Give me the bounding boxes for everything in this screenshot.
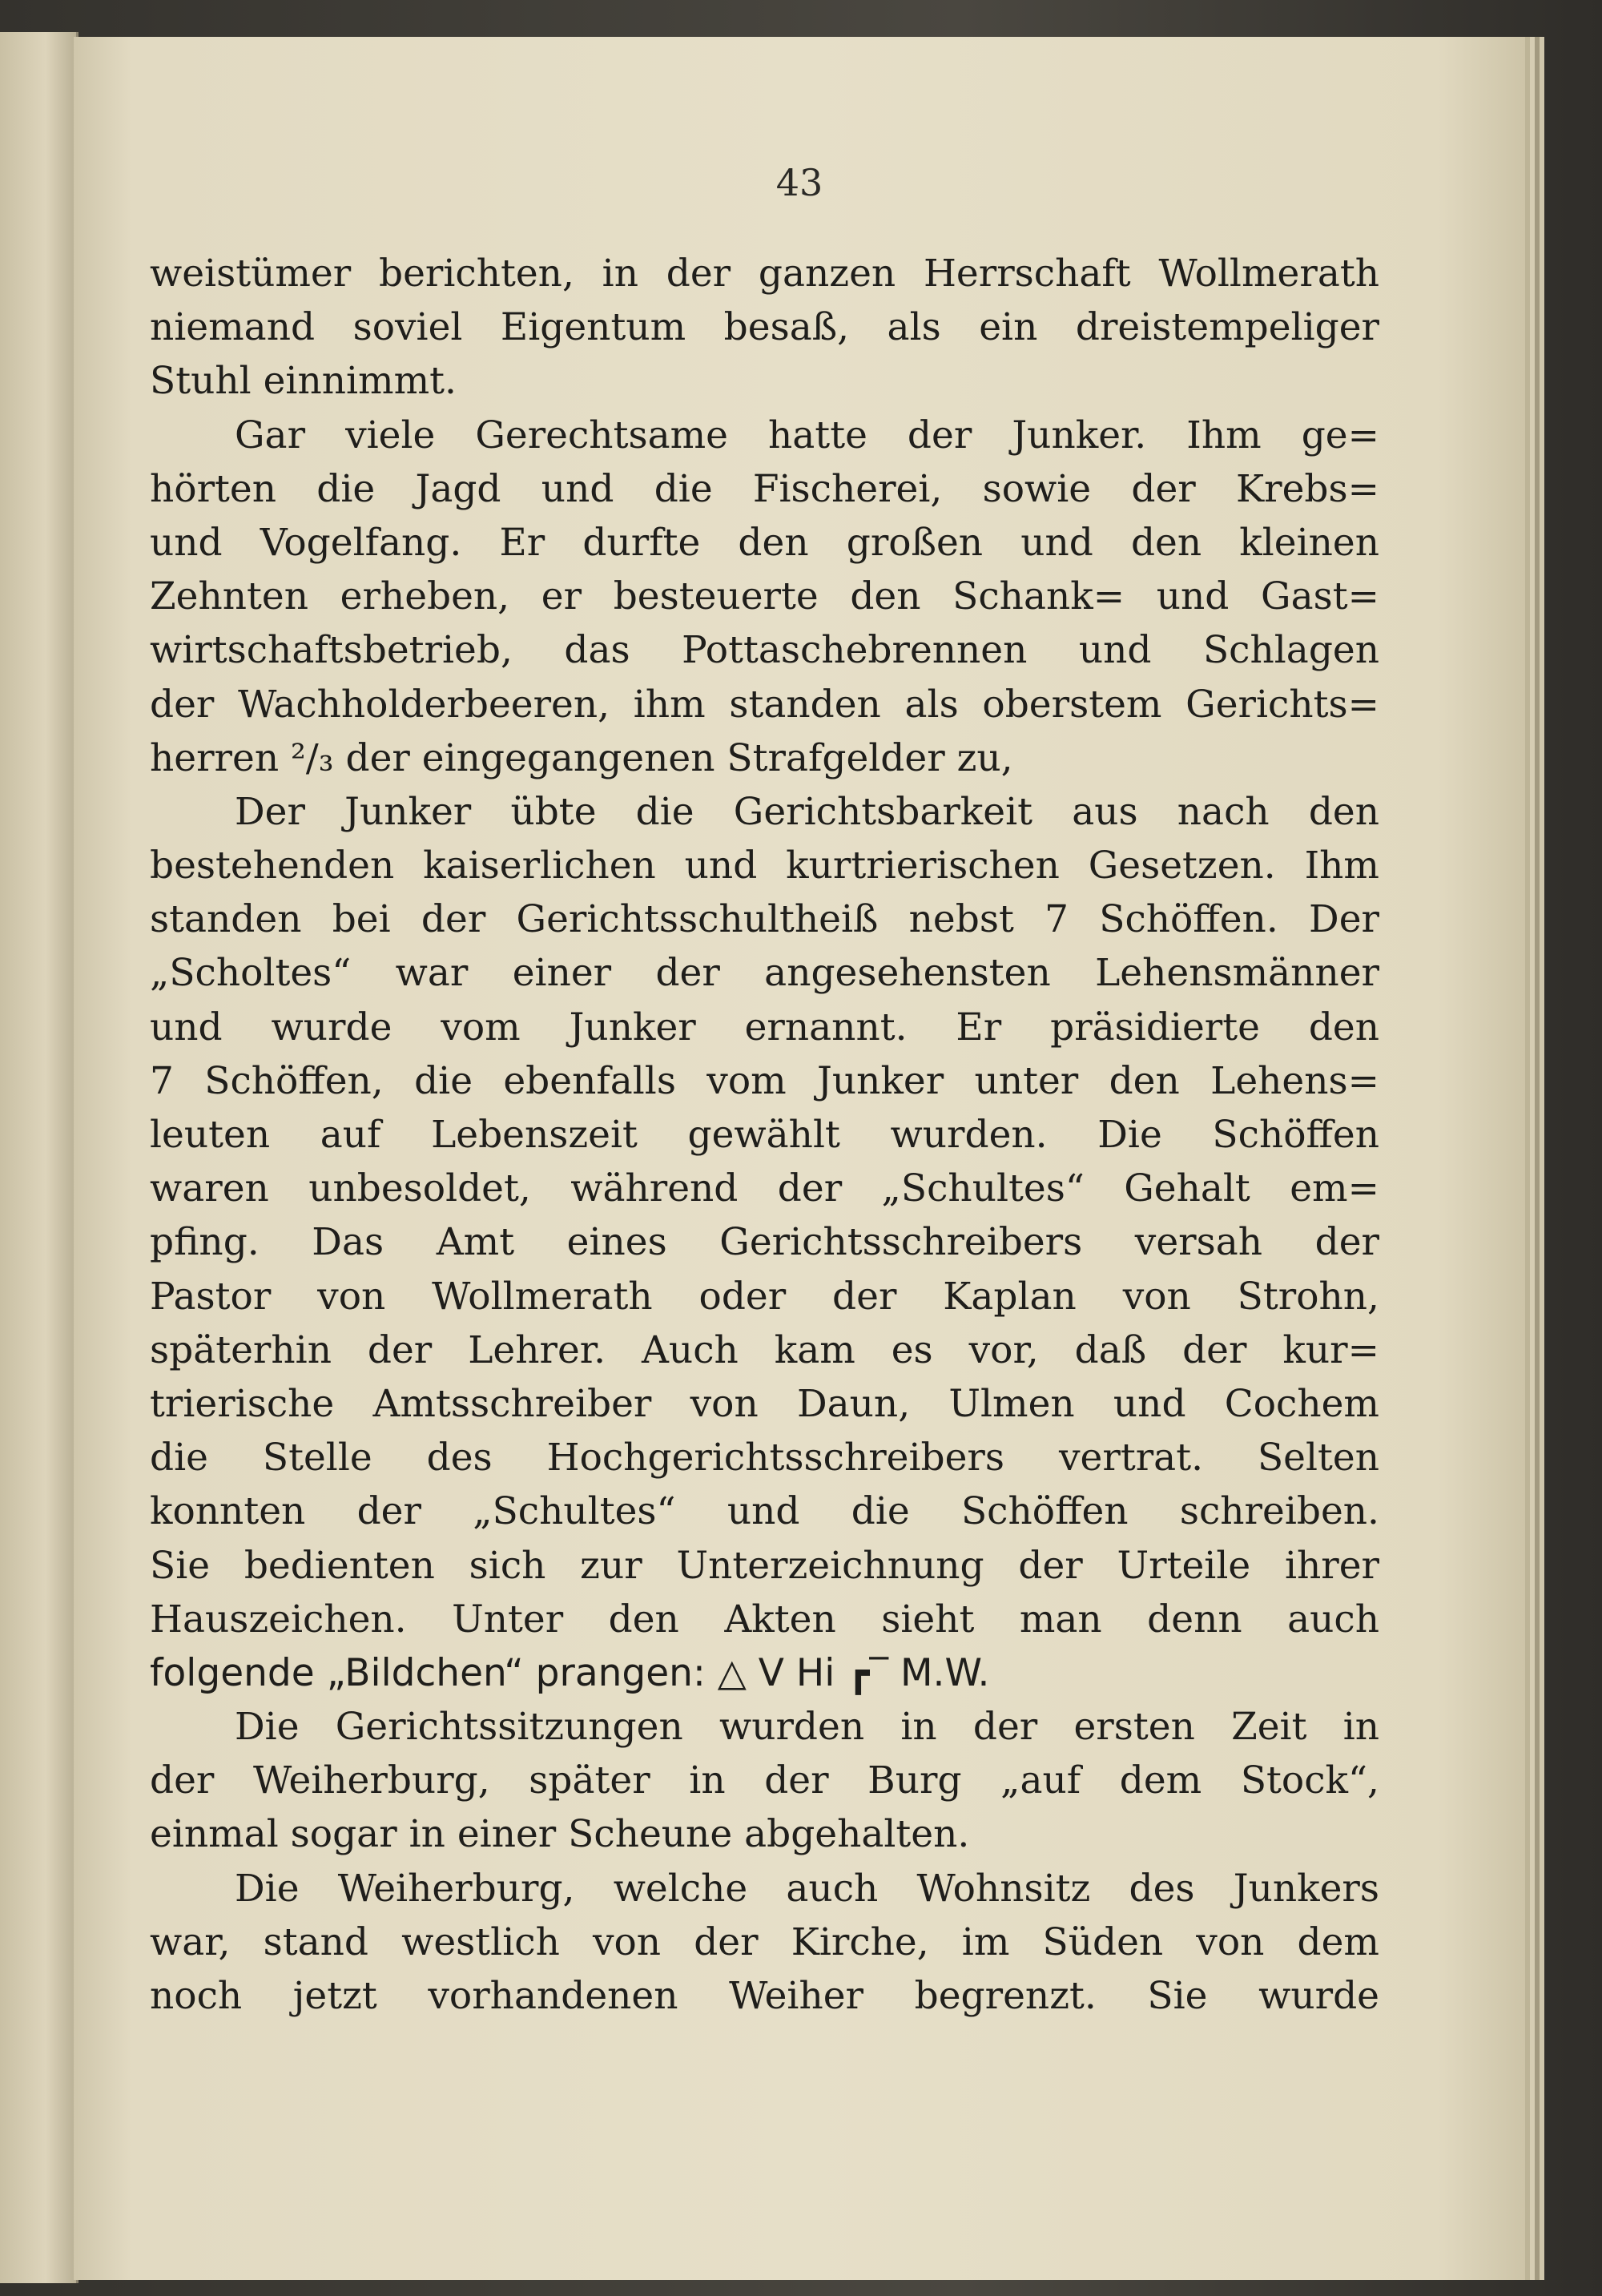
text-line: bestehenden kaiserlichen und kurtrierischen Gesetzen. Ihm — [150, 844, 1379, 888]
text-line-with-house-marks: folgende „Bildchen“ prangen: △ V Hi ┏‾ M.W. — [150, 1650, 990, 1695]
text-line: der Wachholderbeeren, ihm standen als oberstem Gerichts= — [150, 682, 1379, 727]
text-line: die Stelle des Hochgerichtsschreibers vertrat. Selten — [150, 1436, 1379, 1480]
book-page — [74, 37, 1525, 2280]
text-line: Die Weiherburg, welche auch Wohnsitz des Junkers — [235, 1866, 1379, 1911]
text-line: Zehnten erheben, er besteuerte den Schank= und Gast= — [150, 574, 1379, 619]
text-line: Hauszeichen. Unter den Akten sieht man denn auch — [150, 1597, 1379, 1641]
text-line: trierische Amtsschreiber von Daun, Ulmen und Cochem — [150, 1381, 1379, 1426]
text-line: Gar viele Gerechtsame hatte der Junker. Ihm ge= — [235, 413, 1379, 457]
text-line: der Weiherburg, später in der Burg „auf dem Stock“, — [150, 1758, 1379, 1803]
text-line: niemand soviel Eigentum besaß, als ein dreistempeliger — [150, 305, 1379, 350]
text-line: wirtschaftsbetrieb, das Pottaschebrennen und Schlagen — [150, 628, 1379, 673]
text-line: Der Junker übte die Gerichtsbarkeit aus nach den — [235, 789, 1379, 834]
text-line: weistümer berichten, in der ganzen Herrschaft Wollmerath — [150, 252, 1379, 296]
text-line: noch jetzt vorhandenen Weiher begrenzt. Sie wurde — [150, 1974, 1379, 2018]
body-text — [150, 247, 1379, 2023]
text-line: leuten auf Lebenszeit gewählt wurden. Die Schöffen — [150, 1113, 1379, 1157]
page-number: 43 — [775, 161, 823, 204]
text-line: und wurde vom Junker ernannt. Er präsidierte den — [150, 1005, 1379, 1049]
text-line: pfing. Das Amt eines Gerichtsschreibers versah der — [150, 1220, 1379, 1265]
text-line: Sie bedienten sich zur Unterzeichnung der Urteile ihrer — [150, 1543, 1379, 1588]
text-line: späterhin der Lehrer. Auch kam es vor, daß der kur= — [150, 1327, 1379, 1372]
text-line: Pastor von Wollmerath oder der Kaplan von Strohn, — [150, 1274, 1379, 1319]
text-line: 7 Schöffen, die ebenfalls vom Junker unter den Lehens= — [150, 1058, 1379, 1103]
text-line: Die Gerichtssitzungen wurden in der ersten Zeit in — [235, 1705, 1379, 1750]
text-line: einmal sogar in einer Scheune abgehalten. — [150, 1812, 970, 1857]
text-line: herren ²/₃ der eingegangenen Strafgelder zu, — [150, 735, 1013, 780]
text-line: konnten der „Schultes“ und die Schöffen schreiben. — [150, 1489, 1379, 1534]
text-line: war, stand westlich von der Kirche, im Süden von dem — [150, 1919, 1379, 1964]
text-line: und Vogelfang. Er durfte den großen und den kleinen — [150, 520, 1379, 565]
text-line: „Scholtes“ war einer der angesehensten Lehensmänner — [150, 951, 1379, 996]
text-line: Stuhl einnimmt. — [150, 359, 457, 404]
text-line: waren unbesoldet, während der „Schultes“ Gehalt em= — [150, 1166, 1379, 1211]
text-line: standen bei der Gerichtsschultheiß nebst 7 Schöffen. Der — [150, 897, 1379, 942]
left-page-edge — [0, 32, 78, 2283]
text-line: hörten die Jagd und die Fischerei, sowie der Krebs= — [150, 466, 1379, 511]
